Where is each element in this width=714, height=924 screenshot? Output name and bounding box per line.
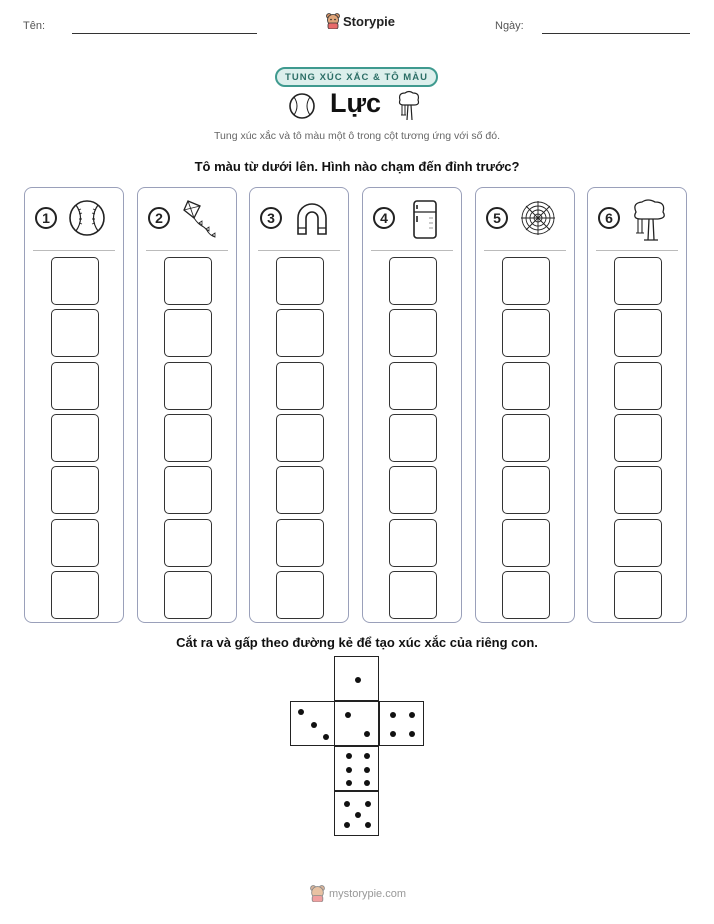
die-pip — [364, 780, 370, 786]
column-number: 2 — [148, 207, 170, 229]
refrigerator-icon — [405, 198, 445, 240]
column-4 — [362, 187, 462, 623]
tree-swing-icon — [396, 90, 422, 122]
color-box[interactable] — [276, 257, 324, 305]
color-box[interactable] — [502, 309, 550, 357]
kite-icon — [180, 198, 220, 240]
color-box[interactable] — [389, 466, 437, 514]
die-pip — [298, 709, 304, 715]
column-divider — [258, 250, 340, 251]
brand-logo — [326, 13, 395, 29]
footer — [310, 885, 406, 902]
die-pip — [346, 780, 352, 786]
column-divider — [33, 250, 115, 251]
color-box[interactable] — [614, 309, 662, 357]
baseball-icon — [288, 92, 316, 120]
color-box[interactable] — [389, 571, 437, 619]
die-pip — [344, 801, 350, 807]
color-box[interactable] — [276, 414, 324, 462]
color-box[interactable] — [502, 519, 550, 567]
brand-name: Storypie — [343, 13, 396, 29]
footer-url: mystorypie.com — [329, 887, 407, 900]
cut-instruction: Cắt ra và gấp theo đường kẻ để tạo xúc xắc của riêng con. — [176, 635, 538, 650]
column-number: 1 — [35, 207, 57, 229]
column-number: 3 — [260, 207, 282, 229]
column-3 — [249, 187, 349, 623]
column-divider — [484, 250, 566, 251]
die-face-4 — [379, 701, 424, 746]
color-box[interactable] — [164, 466, 212, 514]
die-pip — [344, 822, 350, 828]
column-number: 5 — [486, 207, 508, 229]
color-box[interactable] — [502, 466, 550, 514]
column-number: 4 — [373, 207, 395, 229]
color-box[interactable] — [389, 519, 437, 567]
die-pip — [365, 801, 371, 807]
color-box[interactable] — [276, 571, 324, 619]
die-pip — [390, 731, 396, 737]
color-box[interactable] — [614, 362, 662, 410]
color-box[interactable] — [276, 519, 324, 567]
column-5 — [475, 187, 575, 623]
die-face-3 — [290, 701, 335, 746]
tree-swing-icon — [630, 198, 670, 242]
activity-banner: TUNG XÚC XẮC & TÔ MÀU — [275, 67, 438, 87]
color-box[interactable] — [614, 571, 662, 619]
color-box[interactable] — [276, 362, 324, 410]
color-box[interactable] — [164, 257, 212, 305]
column-header — [138, 188, 236, 250]
die-pip — [355, 812, 361, 818]
color-box[interactable] — [51, 571, 99, 619]
color-box[interactable] — [502, 414, 550, 462]
die-pip — [346, 767, 352, 773]
die-pip — [355, 677, 361, 683]
die-pip — [390, 712, 396, 718]
column-header — [250, 188, 348, 250]
column-header — [476, 188, 574, 250]
name-label: Tên: — [23, 20, 46, 32]
bear-icon — [310, 885, 325, 902]
color-box[interactable] — [614, 519, 662, 567]
color-box[interactable] — [164, 519, 212, 567]
date-line[interactable] — [542, 33, 690, 34]
coloring-instruction: Tô màu từ dưới lên. Hình nào chạm đến đỉnh trước? — [194, 159, 520, 174]
subtitle: Tung xúc xắc và tô màu một ô trong cột tương ứng với số đó. — [214, 130, 500, 142]
die-pip — [364, 753, 370, 759]
color-box[interactable] — [389, 309, 437, 357]
die-face-1 — [334, 656, 379, 701]
color-box[interactable] — [389, 414, 437, 462]
die-face-5 — [334, 791, 379, 836]
baseball-icon — [67, 198, 107, 238]
color-box[interactable] — [164, 414, 212, 462]
column-header — [25, 188, 123, 250]
color-box[interactable] — [389, 257, 437, 305]
die-pip — [364, 767, 370, 773]
die-pip — [346, 753, 352, 759]
die-pip — [364, 731, 370, 737]
bear-icon — [326, 13, 340, 29]
color-box[interactable] — [276, 466, 324, 514]
color-box[interactable] — [502, 362, 550, 410]
color-box[interactable] — [51, 309, 99, 357]
date-label: Ngày: — [495, 20, 524, 32]
color-box[interactable] — [164, 571, 212, 619]
color-box[interactable] — [614, 414, 662, 462]
die-face-6 — [334, 746, 379, 791]
color-box[interactable] — [164, 362, 212, 410]
die-pip — [409, 731, 415, 737]
column-header — [363, 188, 461, 250]
color-box[interactable] — [51, 466, 99, 514]
color-box[interactable] — [51, 362, 99, 410]
name-line[interactable] — [72, 33, 257, 34]
color-box[interactable] — [276, 309, 324, 357]
color-box[interactable] — [389, 362, 437, 410]
page-title: Lực — [330, 88, 382, 118]
color-box[interactable] — [164, 309, 212, 357]
spiderweb-icon — [518, 198, 558, 238]
color-box[interactable] — [614, 257, 662, 305]
color-box[interactable] — [51, 519, 99, 567]
die-pip — [365, 822, 371, 828]
die-face-2 — [334, 701, 379, 746]
die-pip — [409, 712, 415, 718]
column-divider — [596, 250, 678, 251]
color-box[interactable] — [502, 571, 550, 619]
column-6 — [587, 187, 687, 623]
column-1 — [24, 187, 124, 623]
magnet-icon — [292, 198, 332, 238]
color-box[interactable] — [502, 257, 550, 305]
color-box[interactable] — [51, 414, 99, 462]
color-box[interactable] — [51, 257, 99, 305]
column-header — [588, 188, 686, 250]
color-box[interactable] — [614, 466, 662, 514]
column-number: 6 — [598, 207, 620, 229]
die-pip — [323, 734, 329, 740]
die-pip — [311, 722, 317, 728]
die-pip — [345, 712, 351, 718]
column-divider — [371, 250, 453, 251]
column-divider — [146, 250, 228, 251]
column-2 — [137, 187, 237, 623]
